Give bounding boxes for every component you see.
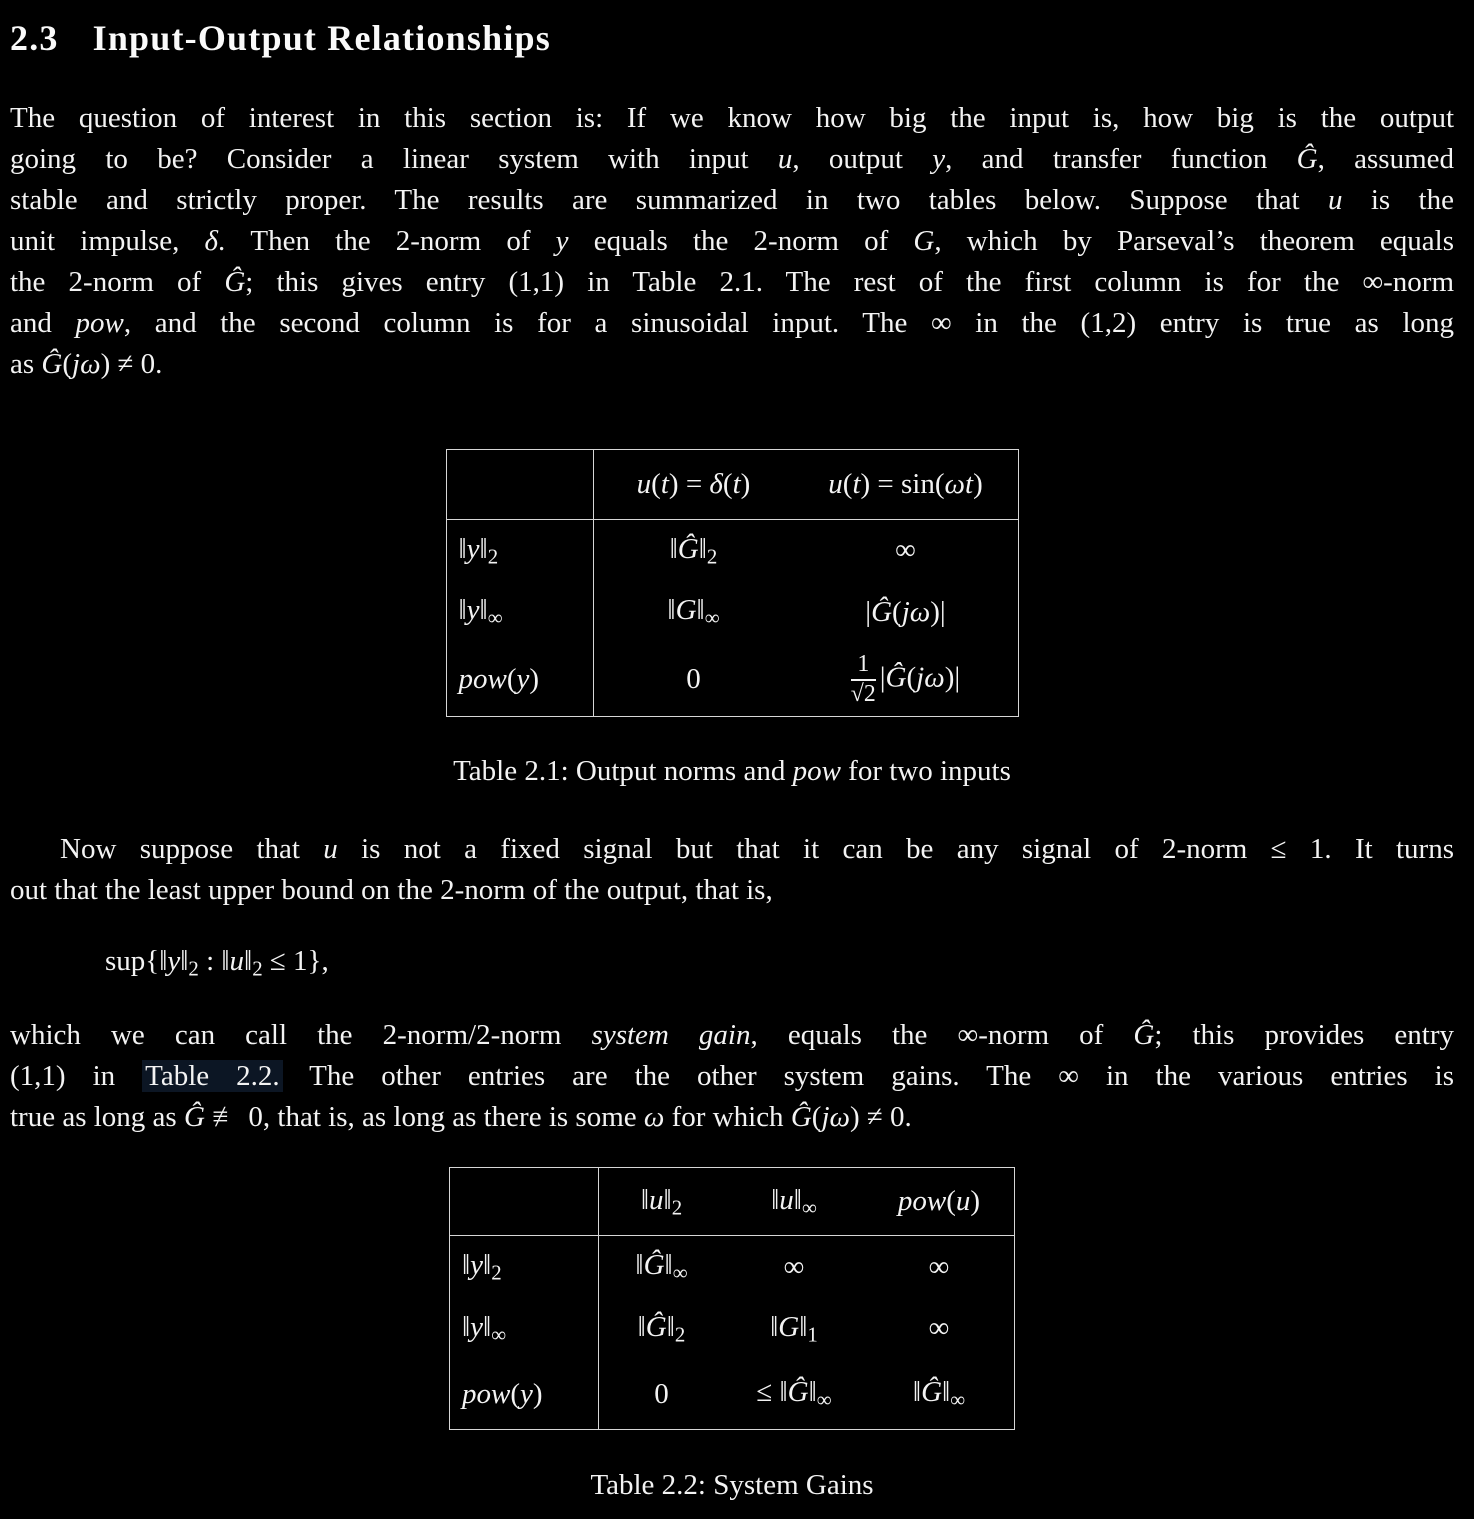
text-run: (: [946, 1185, 956, 1218]
text-run: The other entries are the other system gains. The ∞ in the various entries is: [282, 1060, 1455, 1093]
table-cell: [864, 1360, 1015, 1430]
math-italic: u: [777, 143, 793, 175]
table-2-2: [449, 1167, 1015, 1430]
text-run: (: [62, 348, 73, 380]
text-run: ): [970, 1185, 981, 1218]
text-run: ‖: [483, 1310, 492, 1343]
text-run: ≤ ‖: [756, 1376, 788, 1409]
text-run: The question of interest in this section is: If we know how big the input is, how big is the output: [10, 102, 1454, 134]
display-formula-sup-norm: [105, 940, 1454, 989]
text-line: [10, 829, 1454, 870]
text-run: ): [532, 1378, 543, 1411]
text-line: [10, 139, 1454, 180]
text-run: (1,1) in: [10, 1060, 143, 1093]
table-header-cell: [724, 1168, 864, 1236]
text-run: ‖: [479, 532, 488, 565]
math-italic: y: [466, 594, 480, 627]
text-run: , output: [792, 143, 933, 175]
table-row: [450, 1236, 1015, 1298]
math-italic: u: [955, 1185, 971, 1218]
text-run: ‖: [458, 532, 467, 565]
text-run: ‖: [244, 945, 253, 977]
text-run: ‖: [696, 594, 705, 627]
table-2-2-container: [10, 1167, 1454, 1430]
table-row: [446, 582, 1018, 644]
sqrt-argument: 2: [863, 680, 876, 707]
text-run: ∞: [672, 1260, 688, 1285]
table-cell: [593, 582, 794, 644]
text-run: ) ≠ 0.: [849, 1101, 912, 1134]
text-run: |: [879, 661, 886, 694]
text-run: 2: [706, 543, 718, 568]
text-line: [10, 221, 1454, 262]
text-run: ‖: [666, 1310, 675, 1343]
table-cell: [864, 1236, 1015, 1298]
text-run: . Then the 2-norm of: [218, 225, 556, 257]
text-run: equals the 2-norm of: [568, 225, 914, 257]
table-row-label: [450, 1360, 599, 1430]
text-run: sup{‖: [105, 945, 168, 977]
math-italic: pow: [462, 1378, 511, 1411]
text-run: ‖: [635, 1248, 644, 1281]
table-cell: [724, 1360, 864, 1430]
text-run: ≢ 0, that is, as long as there is some: [204, 1101, 644, 1134]
text-run: Table 2.2: System Gains: [590, 1469, 874, 1502]
table-cell: [599, 1236, 725, 1298]
math-italic: t: [660, 468, 669, 500]
text-run: ‖: [462, 1248, 471, 1281]
table-row-label: [446, 582, 593, 644]
math-italic: y: [516, 663, 530, 696]
text-line: [10, 344, 1454, 385]
table-header-cell: [593, 450, 794, 520]
text-run: ) ≠ 0.: [100, 348, 163, 380]
text-run: ‖: [771, 1183, 780, 1216]
fraction-numerator: 1: [851, 652, 876, 681]
math-italic: Ĝ: [871, 596, 893, 628]
table-row: [446, 520, 1018, 582]
text-run: (: [906, 661, 917, 694]
text-run: ‖: [663, 1183, 672, 1216]
text-run: ∞: [928, 1250, 950, 1283]
text-run: ‖: [912, 1376, 922, 1409]
table-row: [450, 1298, 1015, 1360]
table-header-cell: [864, 1168, 1015, 1236]
table-row-label: [450, 1298, 599, 1360]
paragraph-intro: [10, 98, 1454, 385]
math-italic: t: [732, 468, 741, 500]
text-run: (: [842, 468, 853, 500]
math-italic: pow: [75, 307, 124, 339]
text-run: )|: [944, 661, 961, 694]
math-italic: jω: [821, 1101, 850, 1134]
text-run: ‖: [483, 1248, 492, 1281]
text-run: stable and strictly proper. The results are summarized in two tables below. Suppose that: [10, 184, 1328, 216]
text-run: ‖: [458, 594, 467, 627]
text-run: ‖: [669, 532, 678, 565]
text-line: [10, 262, 1454, 303]
text-run: , and the second column is for a sinusoidal input. The ∞ in the (1,2) entry is true as long: [123, 307, 1454, 339]
text-run: ‖: [942, 1376, 951, 1409]
text-run: (: [506, 663, 517, 696]
fraction: [851, 652, 876, 707]
table-2-1-caption: [10, 751, 1454, 792]
table-header-row: [450, 1168, 1015, 1236]
math-italic: Ĝ: [787, 1376, 809, 1409]
math-italic: y: [555, 225, 569, 257]
math-italic: Ĝ: [645, 1310, 667, 1343]
table-cell: [794, 644, 1019, 717]
text-run: ‖: [793, 1183, 802, 1216]
text-run: ‖: [808, 1376, 817, 1409]
text-line: [10, 303, 1454, 344]
table-cell: [593, 644, 794, 717]
text-run: ∞: [801, 1195, 817, 1220]
math-italic: y: [466, 532, 480, 565]
text-run: )|: [930, 596, 946, 628]
math-italic: Ĝ: [41, 348, 63, 380]
math-italic: jω: [72, 348, 101, 380]
text-run: ∞: [928, 1312, 950, 1345]
table-header-cell: [450, 1168, 599, 1236]
math-italic: y: [932, 143, 946, 175]
text-run: 2: [188, 956, 199, 981]
text-run: for which: [664, 1101, 791, 1134]
section-number: 2.3: [10, 18, 59, 58]
math-italic: Ĝ: [921, 1376, 943, 1409]
math-italic: u: [323, 833, 338, 865]
text-run: 1: [807, 1322, 818, 1347]
text-run: ≤ 1},: [262, 945, 329, 977]
section-title: Input-Output Relationships: [92, 18, 551, 58]
math-italic: y: [470, 1248, 484, 1281]
text-run: and: [10, 307, 76, 339]
math-italic: t: [852, 468, 861, 500]
math-italic: Ĝ: [885, 661, 907, 694]
text-run: ‖: [698, 532, 707, 565]
text-run: ‖: [479, 594, 488, 627]
text-run: ‖: [770, 1310, 779, 1343]
text-run: Now suppose that: [60, 833, 324, 865]
math-italic: y: [520, 1378, 533, 1411]
math-italic: δ: [709, 468, 723, 500]
math-italic: jω: [916, 661, 945, 694]
math-italic: y: [470, 1310, 484, 1343]
math-italic: Ĝ: [183, 1101, 205, 1134]
text-run: 2: [491, 1260, 502, 1285]
math-italic: pow: [897, 1185, 947, 1218]
math-italic: u: [828, 468, 843, 500]
text-line: [10, 1097, 1454, 1138]
sqrt-sign: √: [850, 680, 864, 707]
text-run: true as long as: [10, 1101, 184, 1134]
paragraph-table-2-2: [10, 1015, 1454, 1138]
math-italic: G: [675, 594, 697, 627]
table-2-2-caption: [10, 1465, 1454, 1506]
table-row-label: [450, 1236, 599, 1298]
math-italic: pow: [458, 663, 507, 696]
text-run: ): [740, 468, 751, 500]
math-italic: Ĝ: [1133, 1019, 1155, 1052]
table-header-row: [446, 450, 1018, 520]
text-run: ) =: [668, 468, 710, 500]
text-run: ): [973, 468, 983, 500]
table-row-label: [446, 644, 593, 717]
text-run: (: [811, 1101, 822, 1134]
paragraph-system-gain: [10, 829, 1454, 911]
fraction-denominator: [851, 681, 876, 708]
table-header-cell: [794, 450, 1019, 520]
text-run: : ‖: [198, 945, 230, 977]
text-run: Table 2.1: Output norms and: [453, 755, 793, 787]
text-run: ∞: [895, 534, 916, 567]
table-2-1: [446, 449, 1019, 717]
section-heading: [10, 16, 1454, 60]
text-run: 2: [671, 1195, 683, 1220]
text-run: for two inputs: [840, 755, 1011, 787]
text-run: is the: [1342, 184, 1454, 216]
text-run: , and transfer function: [945, 143, 1297, 175]
text-line: [10, 870, 1454, 911]
text-run: ∞: [704, 605, 720, 630]
text-run: going to be? Consider a linear system with input: [10, 143, 778, 175]
text-run: 2: [674, 1322, 686, 1347]
table-cell: [864, 1298, 1015, 1360]
text-line: [10, 1015, 1454, 1056]
table-2-2-link[interactable]: Table 2.2.: [142, 1060, 283, 1092]
text-run: ‖: [462, 1310, 471, 1343]
text-run: ∞: [816, 1387, 832, 1412]
text-run: ∞: [783, 1250, 805, 1283]
table-cell: [724, 1236, 864, 1298]
text-run: |: [865, 596, 872, 628]
table-row: [450, 1360, 1015, 1430]
text-run: is not a fixed signal but that it can be any signal of 2-norm ≤ 1. It turns: [337, 833, 1454, 865]
text-line: [10, 180, 1454, 221]
text-run: ; this provides entry: [1154, 1019, 1455, 1052]
table-cell: [794, 520, 1019, 582]
text-run: ‖: [637, 1310, 646, 1343]
text-run: ; this gives entry (1,1) in Table 2.1. The rest of the first column is for the ∞-norm: [245, 266, 1454, 298]
table-row: [446, 644, 1018, 717]
math-italic: u: [649, 1183, 664, 1216]
math-italic: u: [1327, 184, 1343, 216]
math-italic: δ: [204, 225, 219, 257]
text-run: unit impulse,: [10, 225, 205, 257]
text-run: ‖: [640, 1183, 650, 1216]
text-run: ‖: [180, 945, 189, 977]
text-run: ‖: [799, 1310, 808, 1343]
table-cell: [599, 1298, 725, 1360]
table-2-1-container: [10, 449, 1454, 717]
math-italic: ωt: [944, 468, 974, 500]
text-run: which we can call the 2-norm/2-norm: [10, 1019, 592, 1052]
table-row-label: [446, 520, 593, 582]
text-line: [10, 98, 1454, 139]
math-italic: Ĝ: [1296, 143, 1318, 175]
table-cell: [599, 1360, 725, 1430]
table-header-cell: [446, 450, 593, 520]
math-italic: u: [779, 1183, 794, 1216]
math-italic: system gain: [591, 1019, 751, 1052]
text-line: [10, 1056, 1454, 1097]
table-header-cell: [599, 1168, 725, 1236]
text-run: ∞: [491, 1322, 507, 1347]
text-run: as: [10, 348, 42, 380]
text-run: ) = sin(: [860, 468, 945, 500]
text-run: , equals the ∞-norm of: [750, 1019, 1134, 1052]
math-italic: Ĝ: [677, 532, 699, 565]
text-run: the 2-norm of: [10, 266, 225, 298]
text-run: ‖: [667, 594, 676, 627]
math-italic: pow: [792, 755, 841, 787]
text-run: , assumed: [1317, 143, 1455, 175]
text-run: (: [722, 468, 733, 500]
table-cell: [724, 1298, 864, 1360]
text-run: (: [651, 468, 661, 500]
math-italic: Ĝ: [790, 1101, 812, 1134]
math-italic: u: [636, 468, 652, 500]
text-run: , which by Parseval’s theorem equals: [934, 225, 1455, 257]
text-run: 2: [487, 543, 499, 568]
text-run: (: [892, 596, 902, 628]
text-run: 0: [654, 1378, 669, 1411]
text-run: 2: [252, 956, 263, 981]
math-italic: Ĝ: [643, 1248, 665, 1281]
text-run: ‖: [664, 1248, 673, 1281]
table-cell: [593, 520, 794, 582]
math-italic: y: [167, 945, 181, 977]
table-cell: [794, 582, 1019, 644]
text-run: ): [529, 663, 540, 696]
text-run: ∞: [950, 1387, 966, 1412]
math-italic: Ĝ: [224, 266, 246, 298]
math-italic: jω: [901, 596, 931, 628]
text-run: out that the least upper bound on the 2-norm of the output, that is,: [10, 874, 773, 906]
math-italic: ω: [643, 1101, 665, 1134]
math-italic: G: [913, 225, 935, 257]
math-italic: G: [778, 1310, 800, 1343]
text-run: 0: [686, 663, 701, 696]
text-run: ∞: [487, 605, 503, 630]
math-italic: u: [229, 945, 245, 977]
text-run: (: [510, 1378, 521, 1411]
